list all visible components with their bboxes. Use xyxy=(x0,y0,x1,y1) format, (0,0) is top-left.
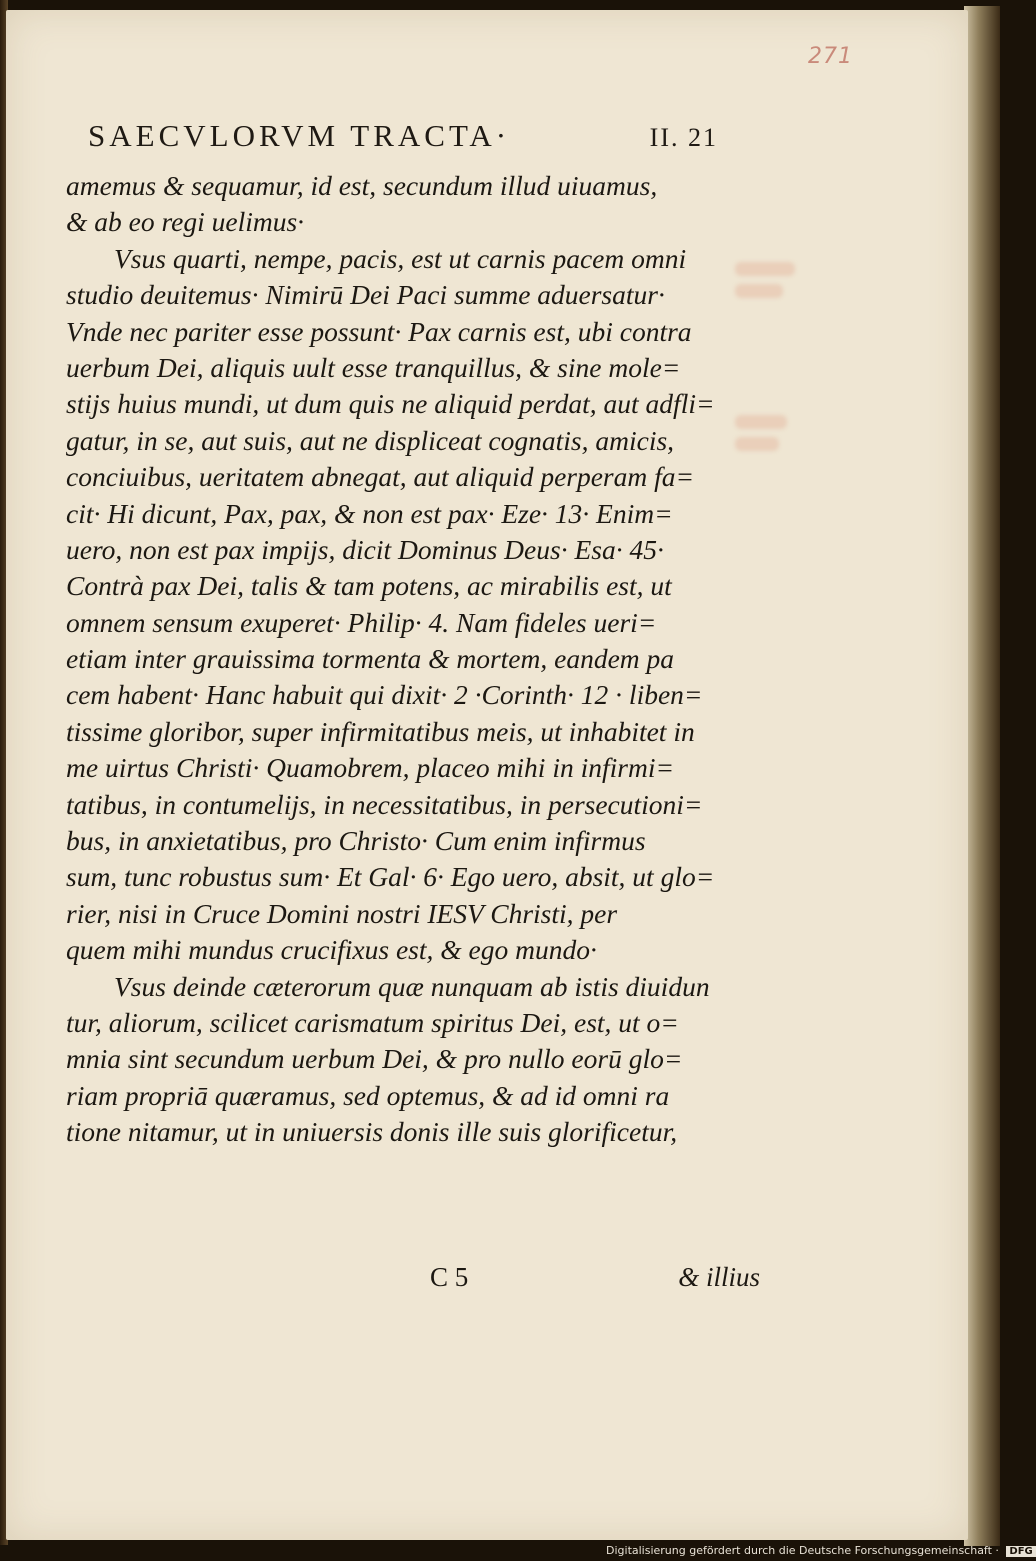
text-line: Vnde nec pariter esse possunt· Pax carnis est, ubi contra xyxy=(66,315,692,347)
digitization-credit xyxy=(606,1544,1036,1557)
text-line: mnia sint secundum uerbum Dei, & pro nullo eorū glo= xyxy=(66,1043,683,1075)
running-head: SAECVLORVM TRACTA· xyxy=(88,118,511,153)
text-line: riam propriā quæramus, sed optemus, & ad id omni ra xyxy=(66,1079,670,1111)
text-line: tatibus, in contumelijs, in necessitatibus, in persecutioni= xyxy=(66,788,703,820)
text-line: amemus & sequamur, id est, secundum illud uiuamus, xyxy=(66,170,658,201)
text-line: Contrà pax Dei, talis & tam potens, ac mirabilis est, ut xyxy=(66,570,672,602)
text-line: studio deuitemus· Nimirū Dei Paci summe aduersatur· xyxy=(66,279,665,311)
text-line: tissime gloribor, super infirmitatibus meis, ut inhabitet in xyxy=(66,715,695,747)
text-line: tione nitamur, ut in uniuersis donis ille suis glorificetur, xyxy=(66,1116,678,1148)
text-line: etiam inter grauissima tormenta & mortem, eandem pa xyxy=(66,643,675,675)
folio-annotation: 271 xyxy=(808,44,853,69)
text-line: me uirtus Christi· Quamobrem, placeo mihi in infirmi= xyxy=(66,752,675,784)
text-line: Vsus deinde cæterorum quæ nunquam ab istis diuidun xyxy=(114,970,710,1002)
page-fore-edge xyxy=(964,6,1000,1546)
text-line: conciuibus, ueritatem abnegat, aut aliquid perperam fa= xyxy=(66,461,695,493)
text-line: Vsus quarti, nempe, pacis, est ut carnis pacem omni xyxy=(114,242,687,274)
page-header xyxy=(88,118,718,154)
text-line: rier, nisi in Cruce Domini nostri IESV Christi, per xyxy=(66,897,618,929)
sheet-number: II. 21 xyxy=(649,123,718,152)
catchword: & illius xyxy=(678,1262,760,1292)
text-line: tur, aliorum, scilicet carismatum spiritus Dei, est, ut o= xyxy=(66,1006,679,1038)
text-line: bus, in anxietatibus, pro Christo· Cum enim infirmus xyxy=(66,825,646,857)
text-line: omnem sensum exuperet· Philip· 4. Nam fideles ueri= xyxy=(66,606,657,638)
body-text xyxy=(66,168,746,1151)
dfg-logo: DFG xyxy=(1006,1546,1035,1557)
text-line: uerbum Dei, aliquis uult esse tranquillus, & sine mole= xyxy=(66,351,681,383)
signature-line xyxy=(430,1262,760,1293)
credit-text: Digitalisierung gefördert durch die Deutsche Forschungsgemeinschaft · xyxy=(606,1544,999,1557)
text-line: & ab eo regi uelimus· xyxy=(66,206,305,238)
signature-mark: C 5 xyxy=(430,1262,469,1292)
text-line: cem habent· Hanc habuit qui dixit· 2 ·Corinth· 12 · liben= xyxy=(66,679,703,711)
text-line: quem mihi mundus crucifixus est, & ego mundo· xyxy=(66,934,597,966)
text-line: gatur, in se, aut suis, aut ne displiceat cognatis, amicis, xyxy=(66,424,675,456)
text-line: sum, tunc robustus sum· Et Gal· 6· Ego uero, absit, ut glo= xyxy=(66,861,715,893)
text-line: uero, non est pax impijs, dicit Dominus Deus· Esa· 45· xyxy=(66,533,664,565)
text-line: cit· Hi dicunt, Pax, pax, & non est pax· Eze· 13· Enim= xyxy=(66,497,673,529)
text-line: stijs huius mundi, ut dum quis ne aliquid perdat, aut adfli= xyxy=(66,388,715,420)
